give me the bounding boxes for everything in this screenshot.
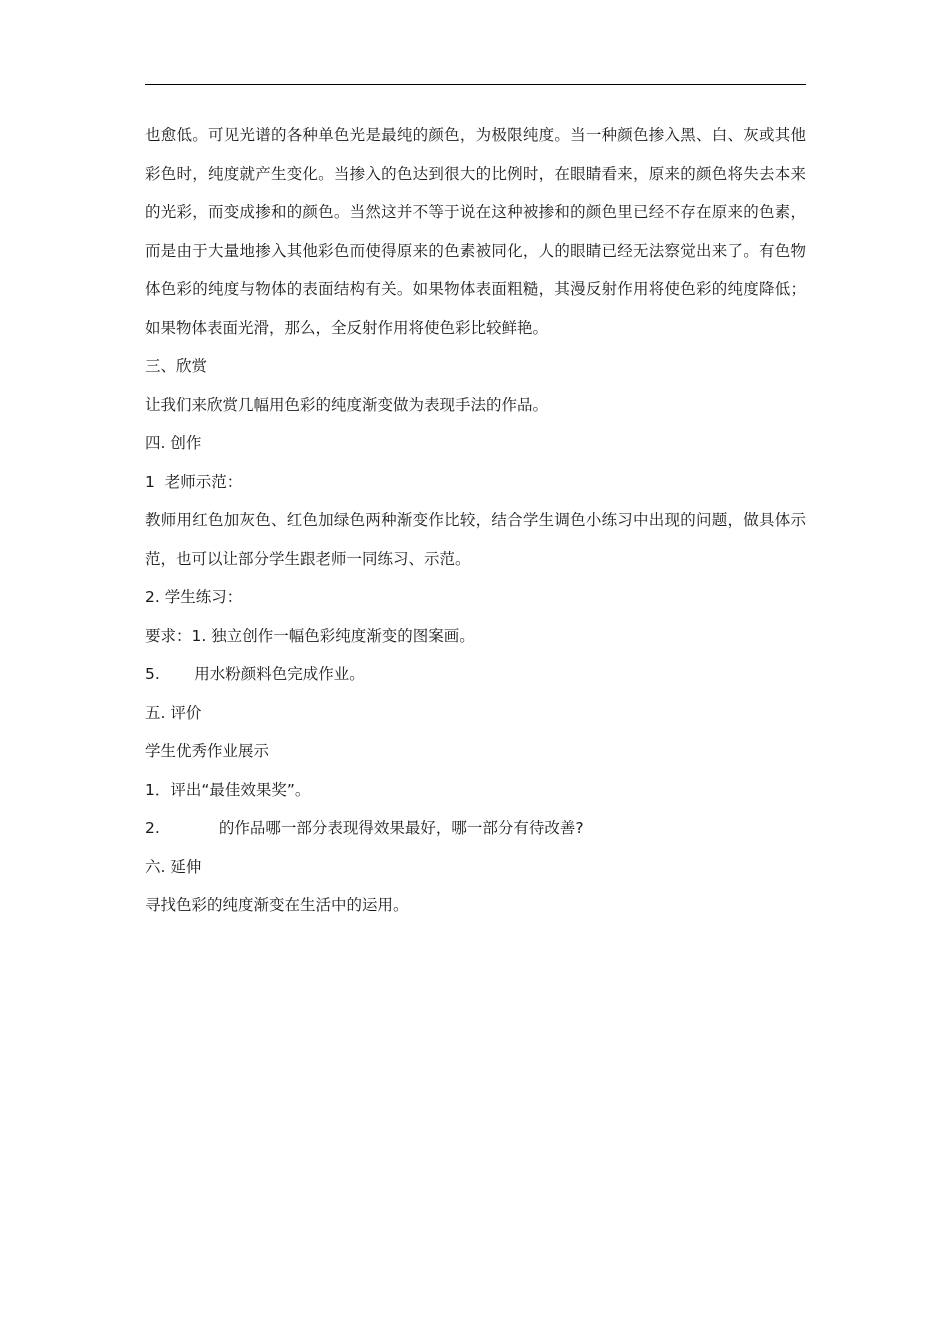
subheading-teacher-demo: 1 老师示范： <box>145 472 243 491</box>
header-rule <box>145 84 806 85</box>
heading-evaluation: 五. 评价 <box>145 703 202 722</box>
paragraph-appreciation: 让我们来欣赏几幅用色彩的纯度渐变做为表现手法的作品。 <box>145 395 549 414</box>
paragraph-extension: 寻找色彩的纯度渐变在生活中的运用。 <box>145 896 409 914</box>
heading-extension: 六. 延伸 <box>145 857 202 876</box>
heading-creation: 四. 创作 <box>145 434 202 452</box>
paragraph-saturation-explanation: 也愈低。可见光谱的各种单色光是最纯的颜色，为极限纯度。当一种颜色掺入黑、白、灰或其他彩色时，纯度就产生变化。当掺入的色达到很大的比例时，在眼睛看来，原来的颜色将失去本来的光彩，而变成掺和的颜色。当然这并不等于说在这种被掺和的颜色里已经不存在原来的色素，而是由于大量地掺入其他彩色而使得原来的色素被同化，人的眼睛已经无法察觉出来了。有色物体色彩的纯度与物体的表面结构有关。如果物体表面粗糙，其漫反射作用将使色彩的纯度降低；如果物体表面光滑，那么，全反射作用将使色彩比较鲜艳。 <box>145 126 806 337</box>
subheading-student-practice: 2. 学生练习： <box>145 588 243 606</box>
requirement-item-1: 要求：1. 独立创作一幅色彩纯度渐变的图案画。 <box>145 626 475 645</box>
heading-appreciation: 三、欣赏 <box>145 357 208 375</box>
document-body <box>145 116 806 925</box>
evaluation-item-1: 1．评出“最佳效果奖”。 <box>145 780 311 799</box>
evaluation-item-2: 2. 的作品哪一部分表现得效果最好，哪一部分有待改善? <box>145 819 584 837</box>
requirement-item-5: 5. 用水粉颜料色完成作业。 <box>145 665 365 683</box>
paragraph-teacher-demo: 教师用红色加灰色、红色加绿色两种渐变作比较，结合学生调色小练习中出现的问题，做具体示范，也可以让部分学生跟老师一同练习、示范。 <box>145 511 806 568</box>
paragraph-works-display: 学生优秀作业展示 <box>145 742 270 760</box>
